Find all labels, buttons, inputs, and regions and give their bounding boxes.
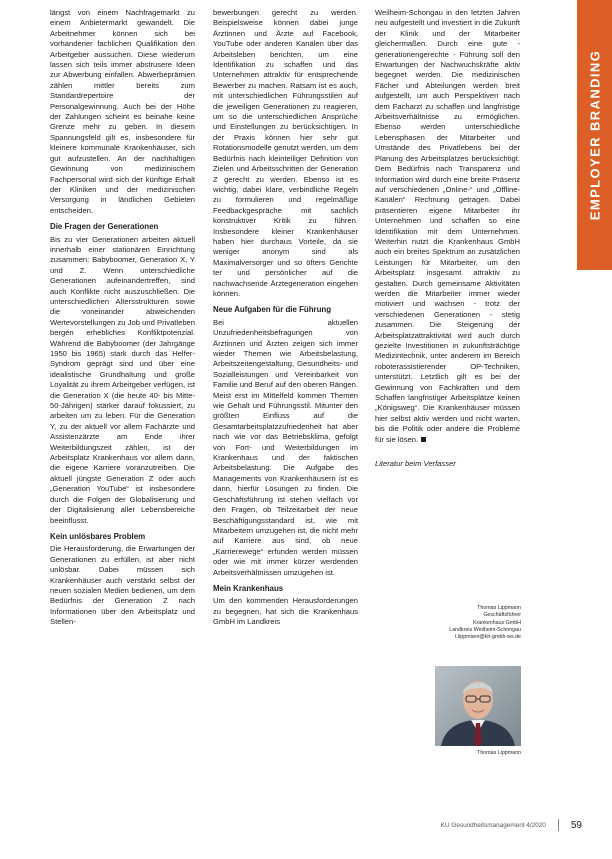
paragraph: Bei aktuellen Unzufriedenheitsbefragungen von Ärztinnen und Ärzten zeigen sich immer wieder Themen wie Arbeitsbelastung, Arbeitszeitengestaltung, Gesundheits- und Sozialleistungen und Vereinbarkeit von Familie und Beruf auf den oberen Rängen. Meist erst im Mittelfeld kommen Themen wie Gehalt und Führungsstil. Mitunter den größten Einfluss auf die Gesamtarbeitsplatzzufriedenheit hat aber nach wie vor das Betriebsklima, gefolgt von Fort- und Weiterbildungen im Krankenhaus und der faktischen Arbeitsbelastung. Die Aufgabe des Managements von Krankenhäusern ist es dann, hierfür Lösungen zu finden. Die Geschäftsführung ist stehen vielfach vor den Fragen, ob Teilzeitarbeit der neue Beschäftigungsstandard ist, wie mit Mitarbeitern umzugehen ist, die nicht mehr auf Karriere aus sind, ob neue „Karrierewege“ erfunden werden müssen oder wie mit immer kürzer werdenden Arbeitsverhältnissen umzugehen ist. <box>213 317 358 577</box>
paragraph-text: Weilheim-Schongau in den letzten Jahren neu aufgestellt und investiert in die Zukunft der Klinik und der Mitarbeiter gleichermaßen. Durch eine gute - generationengerechte - Führung soll den Erwartungen der Nachwuchskräfte aktiv begegnet werden. Die medizinischen Fächer und Abteilungen werden breit aufgestellt, um auch Perspektiven nach dem Facharzt zu schaffen und langfristige Arbeitsverhältnisse zu ermöglichen. Ebenso werden unterschiedliche Lebensphasen der Mitarbeiter und Umstände des Privatlebens bei der Planung des Arbeitsplatzes berücksichtigt. Dem Bedürfnis nach Transparenz und Information wird durch eine breite Präsenz auf verschiedenen „Online-“ und „Offline-Kanälen“ Rechnung getragen. Dabei präsentieren eigene Mitarbeiter ihr Unternehmen und schaffen so eine Identifikation mit dem Unternehmen. Weiterhin nutzt die Krankenhaus GmbH auch ein breites Spektrum an zusätzlichen Leistungen für Mitarbeiter, um den Arbeitsplatz insgesamt attraktiv zu gestalten. Durch gemeinsame Aktivitäten werden die Mitarbeiter immer wieder motiviert und wachsen - trotz der verschiedenen Generationen - stetig zusammen. Die Steigerung der Arbeitsplatzattraktivität wird auch durch gezielte Investitionen in zukunftsträchtige Medizintechnik, unter anderem im Bereich roboterassistierender OP-Techniken, unterstützt. Letztlich gilt es bei der Gewinnung von Fachkräften und dem Schaffen langfristiger Arbeitsplätze keinen „Königsweg“. Die Krankenhäuser müssen hier selbst aktiv werden und nicht warten, bis die Politik oder andere die Probleme für sie lösen. <box>375 8 520 444</box>
article-column-1 <box>50 8 195 823</box>
section-heading: Kein unlösbares Problem <box>50 531 146 541</box>
paragraph: Die Herausforderung, die Erwartungen der Generationen zu erfüllen, ist aber nicht unlösbar. Dabei müssen sich Krankenhäuser auch verstärkt selbst der neuen sozialen Medien bedienen, um dem Bedürfnis der Generation Z nach Informationen über den Arbeitsplatz und Stellen- <box>50 544 195 627</box>
page-number: 59 <box>570 819 582 831</box>
paragraph: Um den kommenden Herausforderungen zu begegnen, hat sich die Krankenhaus GmbH im Landkreis <box>213 596 358 627</box>
author-info <box>435 605 521 641</box>
paragraph: bewerbungen gerecht zu werden. Beispielsweise können dabei junge Ärztinnen und Ärzte auf Facebook, YouTube oder anderen Kanälen über das Arbeitsleben berichten, um eine Identifikation zu schaffen und das Unternehmen attraktiv für entsprechende Bewerber zu machen. Ratsam ist es auch, mit unterschiedlichen Führungsstilen auf die jeweiligen Generationen zu reagieren, um so die unterschiedlichen Ansprüche und Einstellungen zu berücksichtigen. In der Praxis können hier sehr gut Rotationsmodelle genutzt werden, um dem Bedürfnis nach kleinteiliger Definition von Zielen und Arbeitsschritten der Generation Z gerecht zu werden. Ebenso ist es wichtig, dabei klare, verbindliche Regeln zu formulieren und regelmäßige Feedbackgespräche mit sachlich konstruktiver Kritik zu führen. Insbesondere kleiner Krankenhäuser haben hier durchaus Vorteile, da sie weniger anonym sind als Maximalversorger und so öfters Gerichte ter und persönlicher auf die nachwachsende Ärztegeneration eingehen können. <box>213 8 358 298</box>
section-heading: Mein Krankenhaus <box>213 583 284 593</box>
paragraph: Bis zu vier Generationen arbeiten aktuell innerhalb einer stationären Einrichtung zusammen: Babyboomer, Generation X, Y und Z. Wenn unterschiedliche Generationen aufeinandertreffen, sind auch Konflikte nicht auszuschließen. Die unterschiedlichen Altersstrukturen sowie die voneinander abweichenden Wertevorstellungen zu Job und Privatleben bergen erhebliches Konfliktpotenzial. Während die Babyboomer (der Jahrgänge 1950 bis 1965) stark durch das Helfer-Syndrom geprägt sind und über eine idealistische Grundhaltung und große Loyalität zu ihrem Arbeitgeber verfügen, ist die Generation X (die heute 40- bis Mitte-50-Jährigen) stärker darauf fokussiert, zu arbeiten um zu leben. Für die Generation Y, zu der aktuell vor allem Fachärzte und Assistenzärzte am Ende ihrer Weiterbildungszeit zählen, ist der Arbeitsplatz Krankenhaus vor allem dann, die eigene Karriere voranzutreiben. Die aktuell jüngste Generation Z oder auch „Generation YouTube“ ist insbesondere durch die Folgen der Globalisierung und der Digitalisierung aller Lebensbereiche beeinflusst. <box>50 234 195 525</box>
article-column-3 <box>375 8 520 573</box>
literature-note: Literatur beim Verfasser <box>375 459 456 469</box>
section-heading: Neue Aufgaben für die Führung <box>213 305 332 315</box>
section-tab <box>577 0 612 270</box>
section-tab-label: EMPLOYER BRANDING <box>587 49 602 221</box>
section-heading: Die Fragen der Generationen <box>50 222 159 232</box>
author-org-region: Landkreis Weilheim-Schongau <box>449 626 521 633</box>
page-footer <box>441 819 582 831</box>
paragraph: längst von einem Nachfragemarkt zu einem Anbietermarkt gewandelt. Die Arbeitnehmer können sich bei vorhandener fachlichen Qualifikation den Arbeitgeber aussuchen. Diese wiederum lassen sich teils immer abstrusere Ideen zur Abwerbung einfallen. Abwerbeprämien zählen mittler bereits zum Standardrepertoire der Personalgewinnung. Auch bei der Höhe der Zahlungen scheint es beinahe keine Grenze mehr zu geben. In diesem Spannungsfeld gilt es, insbesondere für kleinere kommunale Krankenhäuser, sich gut aufzustellen. An der nachhaltigen Gewinnung von medizinischem Fachpersonal wird sich der künftige Erhalt der Kliniken und der medizinischen Versorgung in ländlichen Gebieten entscheiden. <box>50 8 195 215</box>
footer-divider <box>558 819 559 831</box>
article-column-2 <box>213 8 358 823</box>
author-org: Krankenhaus GmbH <box>473 619 521 626</box>
end-mark-icon <box>421 437 426 442</box>
author-role: Geschäftsführer <box>483 612 521 619</box>
author-photo <box>435 666 521 746</box>
journal-name: KU Gesundheitsmanagement 4/2020 <box>440 821 546 829</box>
paragraph <box>375 8 520 445</box>
author-portrait-image <box>435 666 521 746</box>
author-email: t.lippmann@kh-gmbh-ws.de <box>454 634 521 641</box>
photo-caption: Thomas Lippmann <box>477 750 521 756</box>
author-name: Thomas Lippmann <box>477 605 521 611</box>
